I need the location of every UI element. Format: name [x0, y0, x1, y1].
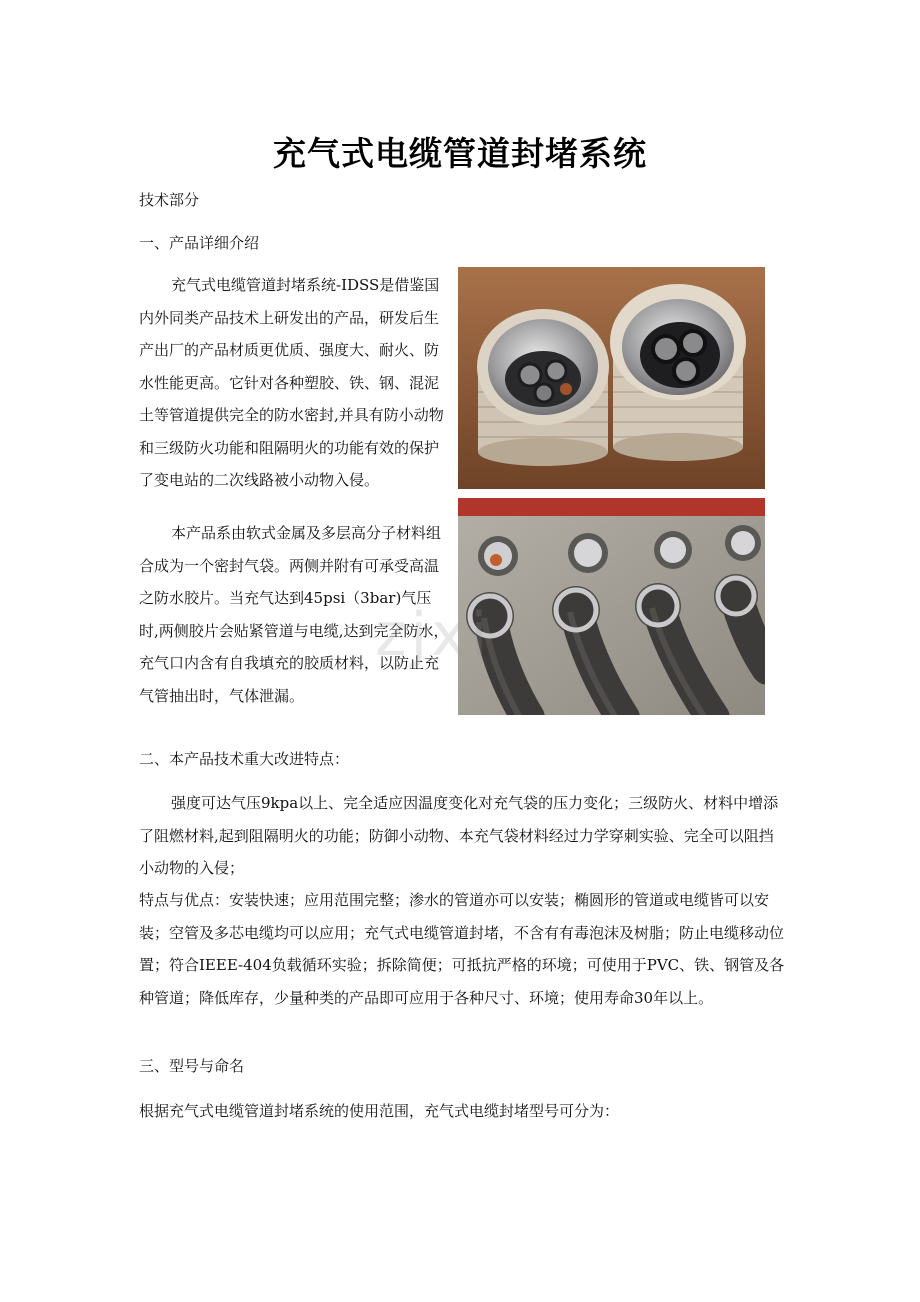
- document-title: 充气式电缆管道封堵系统: [273, 134, 647, 173]
- paragraph-product-intro: 充气式电缆管道封堵系统-IDSS是借鉴国内外同类产品技术上研发出的产品，研发后生产出厂的产品材质更优质、强度大、耐火、防水性能更高。它针对各种塑胶、铁、钢、混泥土等管道提供完全的防水密封,并具有防小动物和三级防火功能和阻隔明火的功能有效的保护了变电站的二次线路被小动物入侵。: [139, 276, 444, 489]
- paragraph-structure: 本产品系由软式金属及多层高分子材料组合成为一个密封气袋。两侧并附有可承受高温之防水胶片。当充气达到45psi（3bar)气压时,两侧胶片会贴紧管道与电缆,达到完全防水，充气口内含有自我填充的胶质材料，以防止充气管抽出时，气体泄漏。: [139, 524, 449, 705]
- section-label: 技术部分: [139, 191, 200, 209]
- heading-models: 三、型号与命名: [139, 1057, 245, 1075]
- paragraph-features: 特点与优点：安装快速；应用范围完整；渗水的管道亦可以安装；椭圆形的管道或电缆皆可以安装；空管及多芯电缆均可以应用；充气式电缆管道封堵，不含有有毒泡沫及树脂；防止电缆移动位置；符合IEEE-404负载循环实验；拆除简便；可抵抗严格的环境；可使用于PVC、铁、钢管及各种管道；降低库存，少量种类的产品即可应用于各种尺寸、环境；使用寿命30年以上。: [139, 891, 785, 1007]
- paragraph-models: 根据充气式电缆管道封堵系统的使用范围，充气式电缆封堵型号可分为：: [139, 1102, 620, 1120]
- heading-improvements: 二、本产品技术重大改进特点：: [139, 750, 350, 768]
- photo-sealed-ducts: [458, 267, 765, 489]
- heading-product-intro: 一、产品详细介绍: [139, 234, 260, 252]
- photo-wall-installation: [458, 498, 765, 715]
- paragraph-improvements: 强度可达气压9kpa以上、完全适应因温度变化对充气袋的压力变化；三级防火、材料中增添了阻燃材料,起到阻隔明火的功能；防御小动物、本充气袋材料经过力学穿刺实验、完全可以阻挡小动物的入侵；: [139, 794, 779, 877]
- watermark: zjxi: [375, 600, 492, 670]
